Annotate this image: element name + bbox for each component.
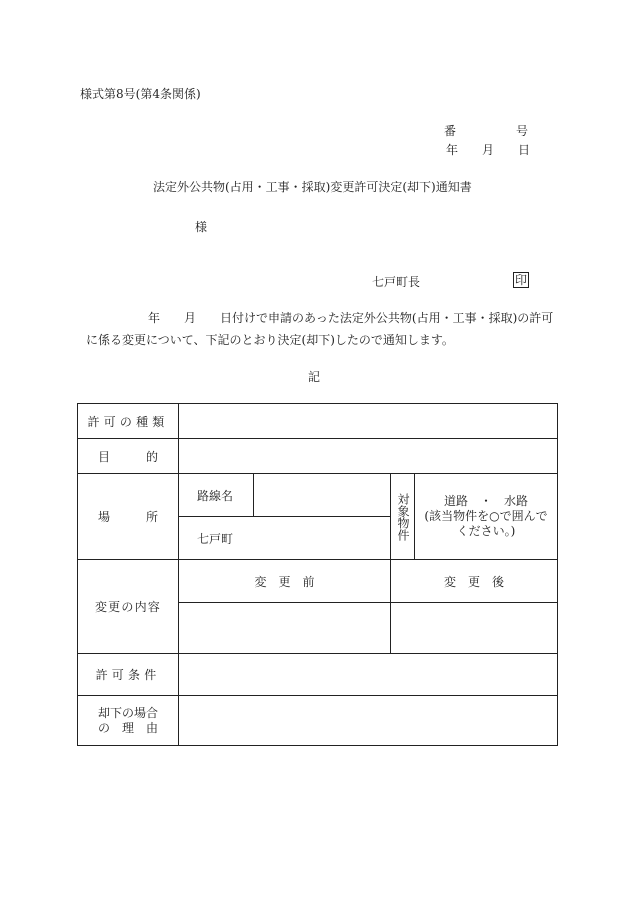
date-line: 年 月 日 [446, 143, 531, 157]
rejection-label-line-1: 却下の場合 [97, 705, 158, 720]
purpose-value[interactable] [179, 439, 558, 474]
document-number-line: 番 号 [444, 124, 529, 138]
before-change-header: 変 更 前 [179, 560, 391, 603]
notice-line-1: 年 月 日付けで申請のあった法定外公共物(占用・工事・採取)の許可 [148, 311, 554, 325]
notice-paragraph [88, 307, 558, 351]
issuer-name: 七戸町長 [372, 275, 421, 289]
rejection-label-line-2: の 理 由 [97, 720, 158, 735]
permit-type-value[interactable] [179, 404, 558, 439]
notice-line-2: に係る変更について、下記のとおり決定(却下)したので通知します。 [86, 333, 454, 347]
location-label: 場 所 [78, 474, 179, 560]
document-title: 法定外公共物(占用・工事・採取)変更許可決定(却下)通知書 [153, 180, 472, 194]
route-name-label: 路線名 [179, 474, 254, 517]
town-prefix: 七戸町 [197, 531, 234, 546]
after-change-header: 変 更 後 [391, 560, 558, 603]
town-address-field[interactable] [179, 517, 391, 560]
ki-heading: 記 [308, 370, 321, 384]
target-note-2: ください。) [456, 524, 516, 538]
before-change-value[interactable] [179, 603, 391, 654]
target-options[interactable] [415, 474, 558, 560]
target-note-1: (該当物件を○で囲んで [424, 509, 548, 523]
permit-details-table [77, 403, 558, 746]
rejection-reason-label [78, 696, 179, 746]
form-number: 様式第8号(第4条関係) [80, 87, 201, 101]
target-label-text: 対象物件 [396, 492, 410, 541]
seal-mark: 印 [515, 273, 528, 287]
change-content-label: 変更の内容 [78, 560, 179, 654]
permit-type-label: 許可の種類 [78, 404, 179, 439]
purpose-label: 目 的 [78, 439, 179, 474]
route-name-value[interactable] [254, 474, 391, 517]
rejection-reason-value[interactable] [179, 696, 558, 746]
conditions-label: 許可条件 [78, 654, 179, 696]
target-options-text: 道路 ・ 水路 [443, 494, 528, 508]
target-label [391, 474, 415, 560]
conditions-value[interactable] [179, 654, 558, 696]
after-change-value[interactable] [391, 603, 558, 654]
addressee-suffix: 様 [195, 220, 208, 234]
